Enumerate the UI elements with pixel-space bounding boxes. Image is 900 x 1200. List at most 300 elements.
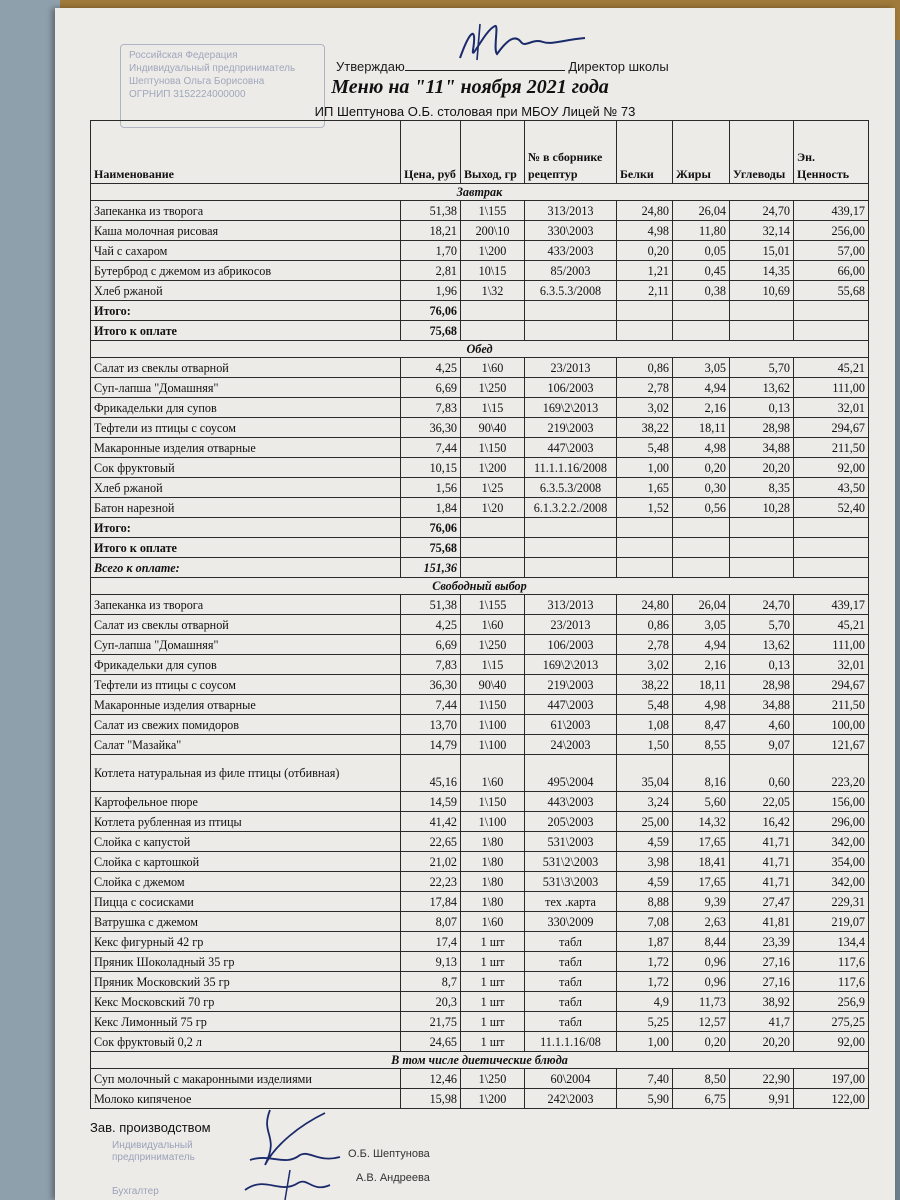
item-energy: 256,00 — [794, 221, 869, 241]
item-yield: 1\250 — [461, 1069, 525, 1089]
table-row — [91, 595, 869, 615]
item-fat: 17,65 — [673, 872, 730, 892]
table-row — [91, 812, 869, 832]
item-yield: 1\15 — [461, 655, 525, 675]
empty-cell — [525, 518, 617, 538]
item-price: 10,15 — [401, 458, 461, 478]
item-recipe: табл — [525, 992, 617, 1012]
item-yield: 200\10 — [461, 221, 525, 241]
table-row — [91, 358, 869, 378]
item-recipe: 6.3.5.3/2008 — [525, 478, 617, 498]
item-name: Чай с сахаром — [91, 241, 401, 261]
empty-cell — [461, 518, 525, 538]
table-row — [91, 1089, 869, 1109]
item-price: 24,65 — [401, 1032, 461, 1052]
item-protein: 1,52 — [617, 498, 673, 518]
item-fat: 0,96 — [673, 972, 730, 992]
item-price: 4,25 — [401, 615, 461, 635]
item-price: 41,42 — [401, 812, 461, 832]
item-protein: 2,78 — [617, 378, 673, 398]
empty-cell — [673, 538, 730, 558]
item-recipe: 447\2003 — [525, 438, 617, 458]
item-yield: 1\150 — [461, 438, 525, 458]
item-fat: 8,16 — [673, 755, 730, 792]
empty-cell — [730, 558, 794, 578]
item-name: Запеканка из творога — [91, 201, 401, 221]
col-yield: Выход, гр — [461, 121, 525, 184]
item-fat: 18,11 — [673, 675, 730, 695]
item-energy: 117,6 — [794, 972, 869, 992]
item-recipe: 6.3.5.3/2008 — [525, 281, 617, 301]
item-price: 7,44 — [401, 438, 461, 458]
item-carbs: 15,01 — [730, 241, 794, 261]
item-energy: 294,67 — [794, 418, 869, 438]
item-name: Тефтели из птицы с соусом — [91, 418, 401, 438]
table-row — [91, 378, 869, 398]
table-row — [91, 398, 869, 418]
item-name: Макаронные изделия отварные — [91, 438, 401, 458]
table-row — [91, 972, 869, 992]
item-price: 1,70 — [401, 241, 461, 261]
item-fat: 2,16 — [673, 655, 730, 675]
item-protein: 3,02 — [617, 398, 673, 418]
item-protein: 1,00 — [617, 458, 673, 478]
item-price: 9,13 — [401, 952, 461, 972]
item-carbs: 24,70 — [730, 595, 794, 615]
item-yield: 1\100 — [461, 735, 525, 755]
section-row — [91, 1052, 869, 1069]
item-name: Суп-лапша "Домашняя" — [91, 378, 401, 398]
empty-cell — [525, 321, 617, 341]
item-yield: 1\200 — [461, 1089, 525, 1109]
item-recipe: табл — [525, 972, 617, 992]
item-recipe: 11.1.1.16/2008 — [525, 458, 617, 478]
item-energy: 111,00 — [794, 635, 869, 655]
item-protein: 4,9 — [617, 992, 673, 1012]
empty-cell — [617, 518, 673, 538]
bottom-stamp — [112, 1140, 195, 1198]
item-name: Запеканка из творога — [91, 595, 401, 615]
item-energy: 439,17 — [794, 201, 869, 221]
item-recipe: 60\2004 — [525, 1069, 617, 1089]
item-yield: 1\32 — [461, 281, 525, 301]
item-recipe: 106/2003 — [525, 635, 617, 655]
item-price: 22,23 — [401, 872, 461, 892]
total-row — [91, 538, 869, 558]
item-price: 8,7 — [401, 972, 461, 992]
item-fat: 5,60 — [673, 792, 730, 812]
item-yield: 1\250 — [461, 378, 525, 398]
menu-body — [91, 184, 869, 1109]
item-fat: 9,39 — [673, 892, 730, 912]
item-price: 14,79 — [401, 735, 461, 755]
item-fat: 2,16 — [673, 398, 730, 418]
table-row — [91, 458, 869, 478]
item-price: 1,84 — [401, 498, 461, 518]
item-recipe: 24\2003 — [525, 735, 617, 755]
item-yield: 90\40 — [461, 418, 525, 438]
item-yield: 1 шт — [461, 972, 525, 992]
item-price: 51,38 — [401, 201, 461, 221]
table-row — [91, 792, 869, 812]
item-price: 36,30 — [401, 418, 461, 438]
item-name: Котлета натуральная из филе птицы (отбивная) — [91, 755, 401, 792]
bottom-signatures — [230, 1105, 360, 1200]
item-recipe: 330\2003 — [525, 221, 617, 241]
total-row — [91, 518, 869, 538]
total-row — [91, 558, 869, 578]
item-price: 13,70 — [401, 715, 461, 735]
item-carbs: 8,35 — [730, 478, 794, 498]
item-protein: 3,24 — [617, 792, 673, 812]
table-row — [91, 1069, 869, 1089]
item-energy: 92,00 — [794, 458, 869, 478]
item-yield: 1\155 — [461, 201, 525, 221]
empty-cell — [525, 558, 617, 578]
item-price: 18,21 — [401, 221, 461, 241]
table-row — [91, 952, 869, 972]
item-name: Тефтели из птицы с соусом — [91, 675, 401, 695]
item-name: Хлеб ржаной — [91, 478, 401, 498]
total-label: Итого: — [91, 518, 401, 538]
empty-cell — [461, 321, 525, 341]
director-label: Директор школы — [568, 59, 669, 74]
table-row — [91, 912, 869, 932]
item-recipe: 447\2003 — [525, 695, 617, 715]
col-energy: Эн. Ценность — [794, 121, 869, 184]
section-row — [91, 184, 869, 201]
item-yield: 1\60 — [461, 615, 525, 635]
item-price: 20,3 — [401, 992, 461, 1012]
item-protein: 4,59 — [617, 872, 673, 892]
section-title: Свободный выбор — [91, 578, 869, 595]
item-fat: 8,47 — [673, 715, 730, 735]
section-title: Завтрак — [91, 184, 869, 201]
table-row — [91, 615, 869, 635]
item-fat: 8,50 — [673, 1069, 730, 1089]
item-protein: 38,22 — [617, 418, 673, 438]
table-row — [91, 735, 869, 755]
empty-cell — [461, 538, 525, 558]
item-price: 8,07 — [401, 912, 461, 932]
item-recipe: табл — [525, 932, 617, 952]
bottom-stamp-line: предприниматель — [112, 1152, 195, 1163]
item-price: 4,25 — [401, 358, 461, 378]
item-fat: 4,94 — [673, 635, 730, 655]
table-row — [91, 498, 869, 518]
approval-line — [336, 58, 696, 76]
empty-cell — [673, 321, 730, 341]
empty-cell — [730, 321, 794, 341]
table-row — [91, 832, 869, 852]
item-carbs: 4,60 — [730, 715, 794, 735]
item-recipe: 531\3\2003 — [525, 872, 617, 892]
item-recipe: 531\2\2003 — [525, 852, 617, 872]
empty-cell — [794, 558, 869, 578]
item-energy: 52,40 — [794, 498, 869, 518]
item-price: 1,56 — [401, 478, 461, 498]
item-yield: 1\15 — [461, 398, 525, 418]
item-energy: 43,50 — [794, 478, 869, 498]
item-yield: 1 шт — [461, 1032, 525, 1052]
item-energy: 122,00 — [794, 1089, 869, 1109]
item-recipe: 219\2003 — [525, 418, 617, 438]
item-fat: 18,11 — [673, 418, 730, 438]
item-carbs: 27,16 — [730, 952, 794, 972]
item-yield: 1\80 — [461, 892, 525, 912]
total-label: Итого: — [91, 301, 401, 321]
item-recipe: 23/2013 — [525, 615, 617, 635]
item-yield: 1\60 — [461, 358, 525, 378]
empty-cell — [794, 321, 869, 341]
item-recipe: 11.1.1.16/08 — [525, 1032, 617, 1052]
item-protein: 5,48 — [617, 695, 673, 715]
item-energy: 134,4 — [794, 932, 869, 952]
item-energy: 100,00 — [794, 715, 869, 735]
item-energy: 256,9 — [794, 992, 869, 1012]
item-carbs: 14,35 — [730, 261, 794, 281]
item-name: Пряник Шоколадный 35 гр — [91, 952, 401, 972]
item-carbs: 24,70 — [730, 201, 794, 221]
col-fat: Жиры — [673, 121, 730, 184]
item-price: 22,65 — [401, 832, 461, 852]
item-recipe: 433/2003 — [525, 241, 617, 261]
table-row — [91, 872, 869, 892]
item-energy: 294,67 — [794, 675, 869, 695]
item-name: Слойка с джемом — [91, 872, 401, 892]
item-recipe: 61\2003 — [525, 715, 617, 735]
item-price: 7,44 — [401, 695, 461, 715]
item-name: Салат из свеклы отварной — [91, 615, 401, 635]
item-carbs: 20,20 — [730, 1032, 794, 1052]
item-protein: 1,72 — [617, 952, 673, 972]
table-row — [91, 932, 869, 952]
item-yield: 1\100 — [461, 715, 525, 735]
item-price: 17,84 — [401, 892, 461, 912]
section-row — [91, 578, 869, 595]
item-energy: 296,00 — [794, 812, 869, 832]
item-fat: 0,56 — [673, 498, 730, 518]
total-row — [91, 321, 869, 341]
item-carbs: 27,16 — [730, 972, 794, 992]
signature-line — [405, 58, 565, 71]
item-fat: 8,55 — [673, 735, 730, 755]
item-name: Сок фруктовый — [91, 458, 401, 478]
empty-cell — [617, 538, 673, 558]
item-name: Хлеб ржаной — [91, 281, 401, 301]
item-name: Макаронные изделия отварные — [91, 695, 401, 715]
item-yield: 1 шт — [461, 952, 525, 972]
item-price: 2,81 — [401, 261, 461, 281]
item-yield: 1\80 — [461, 832, 525, 852]
item-price: 1,96 — [401, 281, 461, 301]
section-title: Обед — [91, 341, 869, 358]
table-row — [91, 241, 869, 261]
item-carbs: 28,98 — [730, 675, 794, 695]
item-price: 12,46 — [401, 1069, 461, 1089]
item-fat: 26,04 — [673, 595, 730, 615]
empty-cell — [673, 518, 730, 538]
bottom-stamp-line: Индивидуальный — [112, 1140, 193, 1151]
item-carbs: 22,90 — [730, 1069, 794, 1089]
total-label: Итого к оплате — [91, 321, 401, 341]
item-yield: 1\150 — [461, 792, 525, 812]
item-name: Бутерброд с джемом из абрикосов — [91, 261, 401, 281]
empty-cell — [525, 301, 617, 321]
item-energy: 197,00 — [794, 1069, 869, 1089]
item-yield: 1\80 — [461, 872, 525, 892]
item-energy: 275,25 — [794, 1012, 869, 1032]
item-price: 45,16 — [401, 755, 461, 792]
menu-table — [90, 120, 869, 1109]
item-protein: 7,40 — [617, 1069, 673, 1089]
item-fat: 8,44 — [673, 932, 730, 952]
table-row — [91, 992, 869, 1012]
item-name: Молоко кипяченое — [91, 1089, 401, 1109]
item-carbs: 0,13 — [730, 655, 794, 675]
item-price: 14,59 — [401, 792, 461, 812]
item-recipe: 85/2003 — [525, 261, 617, 281]
item-name: Пряник Московский 35 гр — [91, 972, 401, 992]
item-carbs: 22,05 — [730, 792, 794, 812]
item-name: Фрикадельки для супов — [91, 398, 401, 418]
table-row — [91, 655, 869, 675]
col-name: Наименование — [91, 121, 401, 184]
empty-cell — [617, 321, 673, 341]
item-energy: 57,00 — [794, 241, 869, 261]
item-protein: 5,90 — [617, 1089, 673, 1109]
item-protein: 1,21 — [617, 261, 673, 281]
menu-subtitle: ИП Шептунова О.Б. столовая при МБОУ Лицей № 73 — [314, 104, 636, 119]
item-yield: 1\25 — [461, 478, 525, 498]
col-recipe: № в сборнике рецептур — [525, 121, 617, 184]
item-recipe: 313/2013 — [525, 201, 617, 221]
item-name: Слойка с картошкой — [91, 852, 401, 872]
item-recipe: табл — [525, 1012, 617, 1032]
item-carbs: 0,60 — [730, 755, 794, 792]
total-value: 75,68 — [401, 538, 461, 558]
item-price: 6,69 — [401, 378, 461, 398]
item-protein: 2,11 — [617, 281, 673, 301]
item-fat: 4,98 — [673, 695, 730, 715]
approve-label: Утверждаю — [336, 59, 405, 74]
table-row — [91, 261, 869, 281]
footer-production: Зав. производством — [90, 1120, 211, 1135]
item-name: Слойка с капустой — [91, 832, 401, 852]
item-energy: 223,20 — [794, 755, 869, 792]
item-recipe: 219\2003 — [525, 675, 617, 695]
item-fat: 6,75 — [673, 1089, 730, 1109]
item-name: Кекс фигурный 42 гр — [91, 932, 401, 952]
item-recipe: 531\2003 — [525, 832, 617, 852]
item-protein: 0,20 — [617, 241, 673, 261]
item-name: Салат из свежих помидоров — [91, 715, 401, 735]
table-row — [91, 478, 869, 498]
item-price: 6,69 — [401, 635, 461, 655]
item-protein: 0,86 — [617, 615, 673, 635]
item-fat: 0,96 — [673, 952, 730, 972]
item-name: Салат из свеклы отварной — [91, 358, 401, 378]
item-yield: 1\150 — [461, 695, 525, 715]
table-row — [91, 892, 869, 912]
item-energy: 32,01 — [794, 655, 869, 675]
item-price: 36,30 — [401, 675, 461, 695]
total-value: 76,06 — [401, 301, 461, 321]
item-fat: 11,80 — [673, 221, 730, 241]
item-protein: 1,87 — [617, 932, 673, 952]
item-yield: 10\15 — [461, 261, 525, 281]
col-protein: Белки — [617, 121, 673, 184]
item-protein: 2,78 — [617, 635, 673, 655]
item-yield: 1\100 — [461, 812, 525, 832]
item-yield: 1 шт — [461, 932, 525, 952]
item-price: 7,83 — [401, 655, 461, 675]
item-yield: 1 шт — [461, 1012, 525, 1032]
item-recipe: 23/2013 — [525, 358, 617, 378]
empty-cell — [730, 518, 794, 538]
section-title: В том числе диетические блюда — [91, 1052, 869, 1069]
table-row — [91, 695, 869, 715]
item-carbs: 23,39 — [730, 932, 794, 952]
item-name: Картофельное пюре — [91, 792, 401, 812]
item-protein: 5,25 — [617, 1012, 673, 1032]
stamp-line: ОГРНИП 3152224000000 — [129, 89, 246, 100]
empty-cell — [525, 538, 617, 558]
item-name: Каша молочная рисовая — [91, 221, 401, 241]
table-row — [91, 438, 869, 458]
item-energy: 211,50 — [794, 438, 869, 458]
empty-cell — [461, 301, 525, 321]
item-fat: 17,65 — [673, 832, 730, 852]
item-protein: 24,80 — [617, 201, 673, 221]
item-carbs: 41,71 — [730, 832, 794, 852]
item-energy: 342,00 — [794, 872, 869, 892]
stamp-line: Шептунова Ольга Борисовна — [129, 76, 265, 87]
item-energy: 219,07 — [794, 912, 869, 932]
item-name: Суп молочный с макаронными изделиями — [91, 1069, 401, 1089]
item-yield: 1\60 — [461, 912, 525, 932]
item-carbs: 28,98 — [730, 418, 794, 438]
item-protein: 1,72 — [617, 972, 673, 992]
item-yield: 1\200 — [461, 241, 525, 261]
item-protein: 25,00 — [617, 812, 673, 832]
total-label: Итого к оплате — [91, 538, 401, 558]
col-price: Цена, руб — [401, 121, 461, 184]
item-carbs: 38,92 — [730, 992, 794, 1012]
item-yield: 1\60 — [461, 755, 525, 792]
col-carbs: Углеводы — [730, 121, 794, 184]
item-protein: 1,50 — [617, 735, 673, 755]
total-value: 76,06 — [401, 518, 461, 538]
item-carbs: 10,69 — [730, 281, 794, 301]
item-protein: 3,98 — [617, 852, 673, 872]
item-energy: 111,00 — [794, 378, 869, 398]
total-value: 75,68 — [401, 321, 461, 341]
empty-cell — [794, 301, 869, 321]
item-fat: 14,32 — [673, 812, 730, 832]
empty-cell — [730, 538, 794, 558]
item-price: 7,83 — [401, 398, 461, 418]
item-recipe: 6.1.3.2.2./2008 — [525, 498, 617, 518]
item-carbs: 32,14 — [730, 221, 794, 241]
item-carbs: 13,62 — [730, 378, 794, 398]
empty-cell — [673, 558, 730, 578]
total-row — [91, 301, 869, 321]
item-fat: 0,38 — [673, 281, 730, 301]
item-price: 51,38 — [401, 595, 461, 615]
item-protein: 7,08 — [617, 912, 673, 932]
item-energy: 342,00 — [794, 832, 869, 852]
